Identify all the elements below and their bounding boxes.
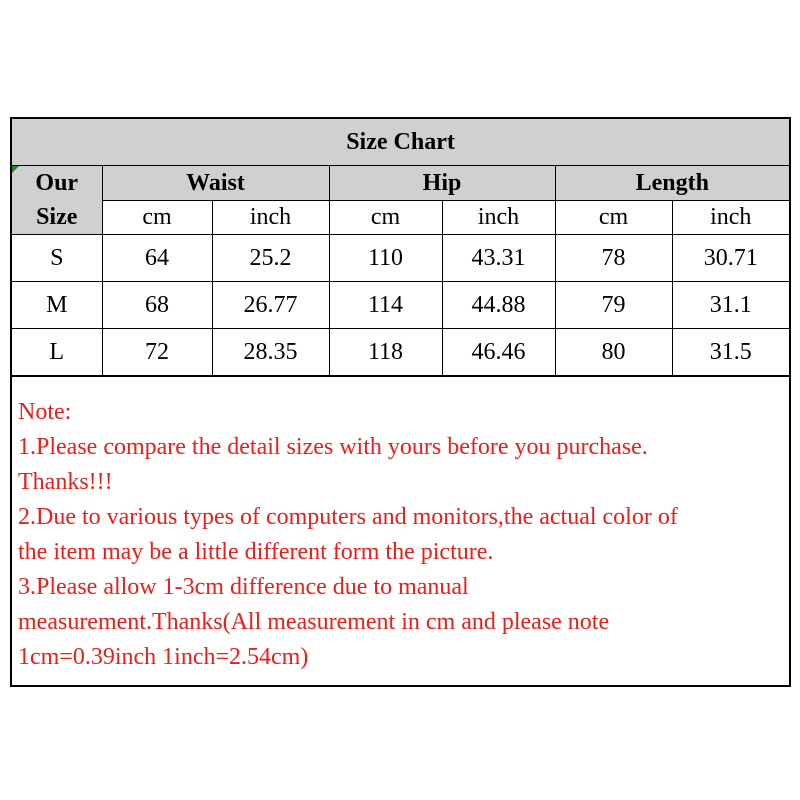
length-inch-cell: 31.1 — [672, 282, 789, 329]
size-column-header — [12, 166, 102, 235]
table-row — [12, 329, 789, 376]
waist-inch-cell: 26.77 — [212, 282, 329, 329]
table-row — [12, 282, 789, 329]
size-cell: S — [12, 235, 102, 282]
hip-cm-cell: 110 — [329, 235, 442, 282]
cell-corner-marker — [12, 166, 19, 173]
length-inch-cell: 31.5 — [672, 329, 789, 376]
unit-header-waist-inch: inch — [212, 201, 329, 235]
group-header-hip: Hip — [329, 166, 555, 201]
size-cell: M — [12, 282, 102, 329]
unit-header-hip-cm: cm — [329, 201, 442, 235]
length-inch-cell: 30.71 — [672, 235, 789, 282]
waist-inch-cell: 25.2 — [212, 235, 329, 282]
group-header-length: Length — [555, 166, 789, 201]
note-line: 1cm=0.39inch 1inch=2.54cm) — [18, 644, 309, 670]
note-line: 1.Please compare the detail sizes with yours before you purchase. — [18, 434, 648, 460]
note-line: measurement.Thanks(All measurement in cm and please note — [18, 609, 610, 635]
size-chart-table — [12, 119, 789, 376]
hip-inch-cell: 44.88 — [442, 282, 555, 329]
hip-inch-cell: 46.46 — [442, 329, 555, 376]
waist-cm-cell: 72 — [102, 329, 212, 376]
unit-header-row — [12, 201, 789, 235]
hip-cm-cell: 114 — [329, 282, 442, 329]
chart-title: Size Chart — [12, 119, 789, 166]
size-cell: L — [12, 329, 102, 376]
hip-cm-cell: 118 — [329, 329, 442, 376]
title-row — [12, 119, 789, 166]
notes-section — [12, 376, 789, 675]
group-header-row — [12, 166, 789, 201]
length-cm-cell: 79 — [555, 282, 672, 329]
hip-inch-cell: 43.31 — [442, 235, 555, 282]
size-chart-sheet — [10, 117, 791, 687]
unit-header-length-inch: inch — [672, 201, 789, 235]
note-line: Thanks!!! — [18, 469, 113, 495]
unit-header-length-cm: cm — [555, 201, 672, 235]
group-header-waist: Waist — [102, 166, 329, 201]
table-row — [12, 235, 789, 282]
note-heading: Note: — [18, 399, 72, 425]
waist-cm-cell: 64 — [102, 235, 212, 282]
note-line: 2.Due to various types of computers and monitors,the actual color of — [18, 504, 678, 530]
unit-header-hip-inch: inch — [442, 201, 555, 235]
waist-cm-cell: 68 — [102, 282, 212, 329]
note-line: the item may be a little different form the picture. — [18, 539, 494, 565]
unit-header-waist-cm: cm — [102, 201, 212, 235]
length-cm-cell: 78 — [555, 235, 672, 282]
length-cm-cell: 80 — [555, 329, 672, 376]
size-header-text: Our Size — [35, 170, 79, 230]
waist-inch-cell: 28.35 — [212, 329, 329, 376]
note-line: 3.Please allow 1-3cm difference due to manual — [18, 574, 469, 600]
